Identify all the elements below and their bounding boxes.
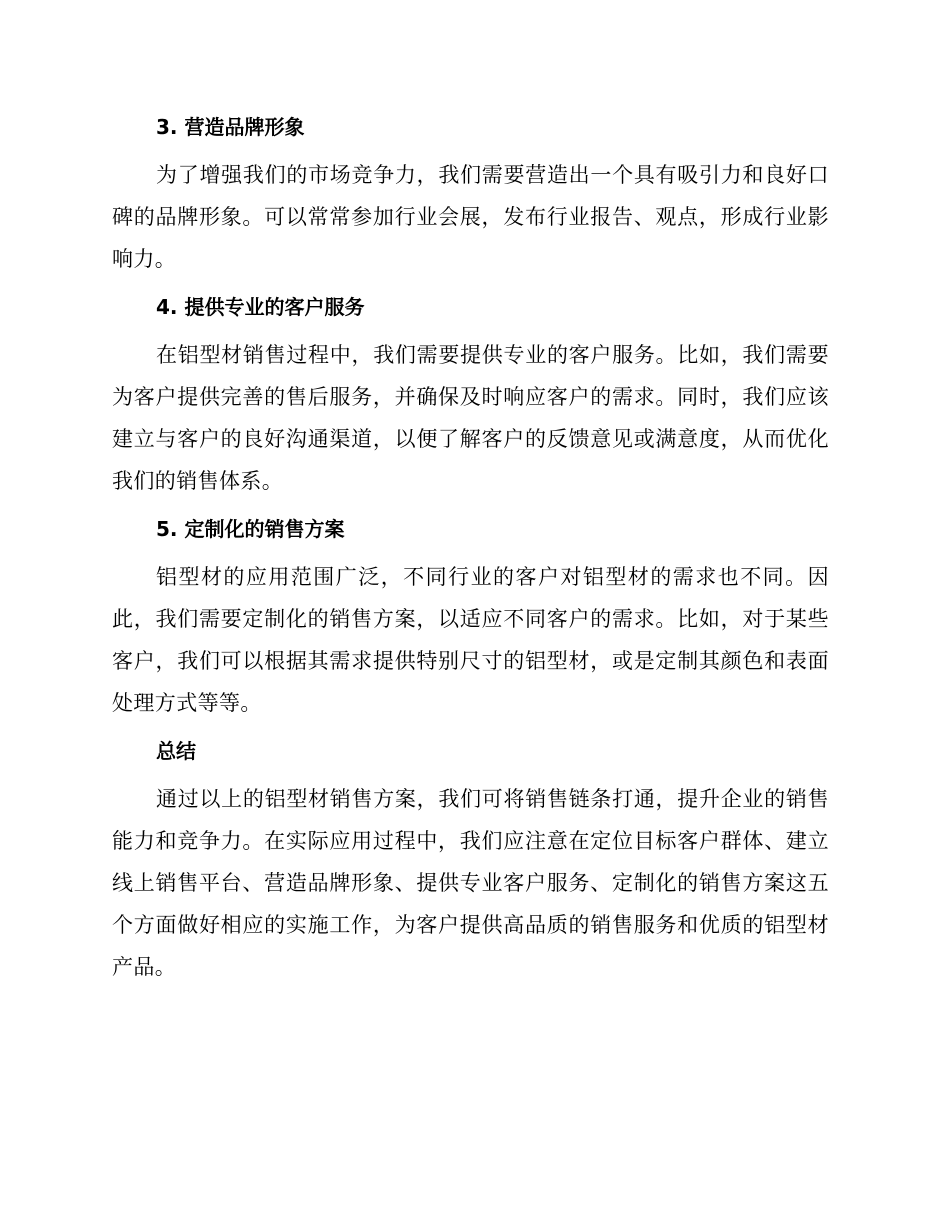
section-paragraph-brand-image: 为了增强我们的市场竞争力，我们需要营造出一个具有吸引力和良好口碑的品牌形象。可以常常参加行业会展，发布行业报告、观点，形成行业影响力。 <box>112 163 829 271</box>
document-body <box>112 106 829 994</box>
section-paragraph-summary: 通过以上的铝型材销售方案，我们可将销售链条打通，提升企业的销售能力和竞争力。在实际应用过程中，我们应注意在定位目标客户群体、建立线上销售平台、营造品牌形象、提供专业客户服务、定制化的销售方案这五个方面做好相应的实施工作，为客户提供高品质的销售服务和优质的铝型材产品。 <box>112 787 829 979</box>
section-paragraph-customer-service: 在铝型材销售过程中，我们需要提供专业的客户服务。比如，我们需要为客户提供完善的售后服务，并确保及时响应客户的需求。同时，我们应该建立与客户的良好沟通渠道，以便了解客户的反馈意见或满意度，从而优化我们的销售体系。 <box>112 343 829 493</box>
section-heading-brand-image: 3. 营造品牌形象 <box>156 115 305 139</box>
section-paragraph-custom-sales-plan: 铝型材的应用范围广泛，不同行业的客户对铝型材的需求也不同。因此，我们需要定制化的销售方案，以适应不同客户的需求。比如，对于某些客户，我们可以根据其需求提供特别尺寸的铝型材，或是定制其颜色和表面处理方式等等。 <box>112 565 829 715</box>
section-heading-summary: 总结 <box>156 739 196 763</box>
section-heading-customer-service: 4. 提供专业的客户服务 <box>156 295 365 319</box>
section-heading-custom-sales-plan: 5. 定制化的销售方案 <box>156 517 345 541</box>
